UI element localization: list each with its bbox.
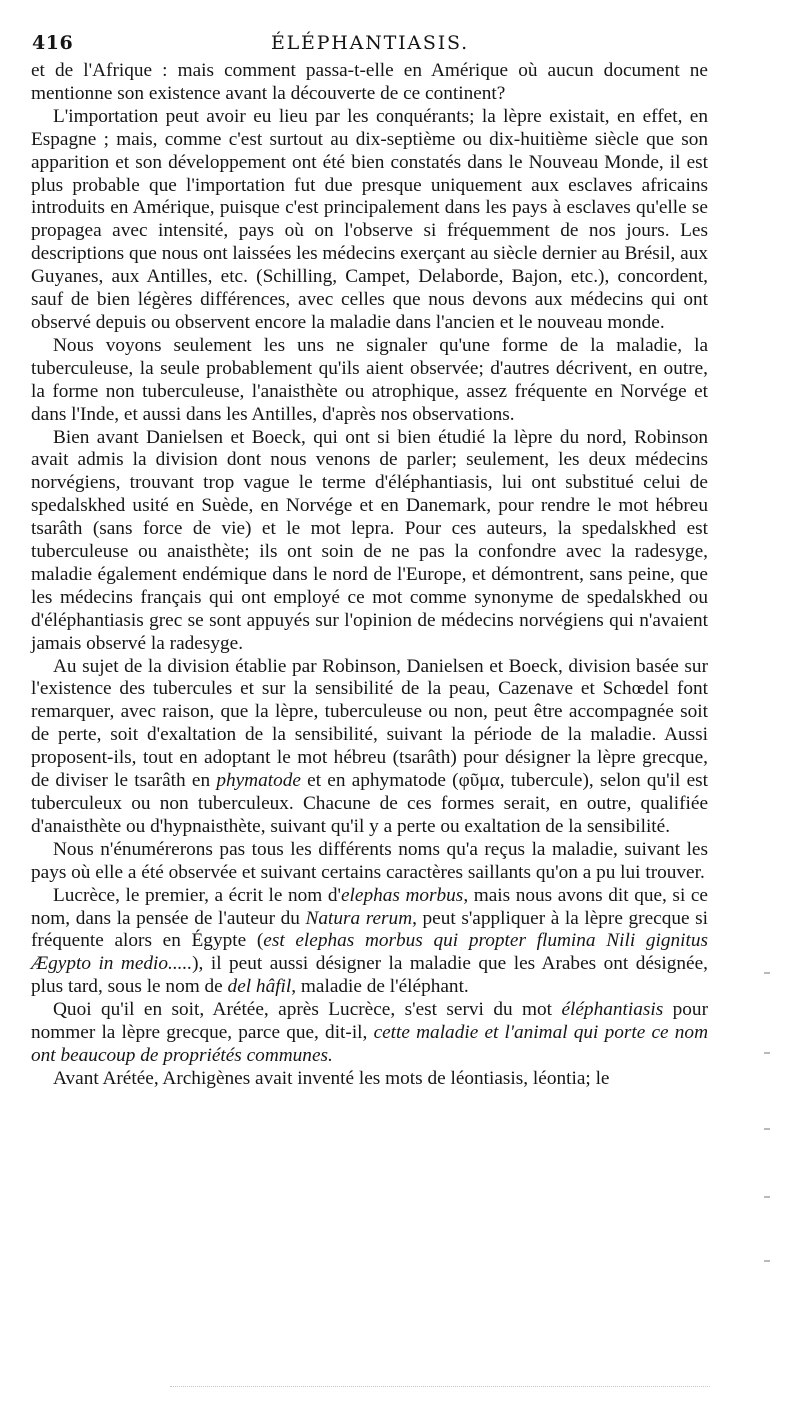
text-run: ), il peut aussi désigner la maladie que les Arabes ont désignée, plus tard, sous le nom de	[31, 953, 708, 998]
paragraph	[31, 427, 708, 656]
italic-text: éléphantiasis	[561, 999, 664, 1021]
text-run: , peut s'appliquer à la lèpre grecque si fréquente alors en Égypte (	[31, 907, 708, 952]
italic-text: Natura rerum	[305, 907, 413, 929]
body-text	[31, 60, 708, 1091]
italic-text: est elephas morbus qui propter flumina Nili gignitus Ægypto in medio.....	[31, 930, 708, 975]
text-run: pour nommer la lèpre grecque, parce que, dit-il,	[31, 999, 708, 1044]
bottom-edge-marks	[170, 1386, 710, 1389]
paragraph	[31, 839, 708, 885]
text-run: , maladie de l'éléphant.	[291, 976, 469, 998]
text-run: , mais nous avons dit que, si ce nom, dans la pensée de l'auteur du	[31, 884, 708, 929]
text-run: Nous n'énumérerons pas tous les différents noms qu'a reçus la maladie, suivant les pays où elle a été observée et suivant certains caractères saillants qu'on a pu lui trouver.	[31, 838, 708, 883]
margin-marks	[762, 960, 776, 1280]
page-header	[32, 32, 708, 56]
running-title: ÉLÉPHANTIASIS.	[270, 32, 470, 54]
page-number: 416	[32, 32, 74, 54]
text-run: Lucrèce, le premier, a écrit le nom d'	[53, 884, 341, 906]
italic-text: elephas morbus	[340, 884, 464, 906]
paragraph	[31, 999, 708, 1068]
text-run: et de l'Afrique : mais comment passa-t-elle en Amérique où aucun document ne mentionne son existence avant la découverte de ce continent?	[31, 60, 708, 104]
text-run: Bien avant Danielsen et Boeck, qui ont si bien étudié la lèpre du nord, Robinson avait admis la division dont nous venons de parler; seulement, les deux médecins norvégiens, trouvant trop vague le terme d'éléphantiasis, lui ont substitué celui de spedalskhed usité en Suède, en Norvége et en Danemark, pour rendre le mot hébreu tsarâth (sans force de vie) et le mot lepra. Pour ces auteurs, la spedalskhed est tuberculeuse ou anaisthète; ils ont soin de ne pas la confondre avec la radesyge, maladie également endémique dans le nord de l'Europe, et démontrent, sans peine, que les médecins français qui ont employé ce mot comme synonyme de spedalskhed ou d'éléphantiasis grec se sont appuyés sur l'opinion de médecins norvégiens qui n'avaient jamais observé la radesyge.	[31, 426, 708, 654]
italic-text: phymatode	[216, 770, 301, 792]
text-run: Quoi qu'il en soit, Arétée, après Lucrèce, s'est servi du mot	[53, 999, 562, 1021]
text-run: et en aphymatode (φῦμα, tubercule), selon qu'il est tuberculeux ou non tuberculeux. Chacune de ces formes serait, en outre, qualifiée d'anaisthète ou d'hypnaisthète, suivant qu'il y a perte ou exaltation de la sensibilité.	[31, 770, 708, 837]
paragraph	[31, 106, 708, 335]
text-run: Avant Arétée, Archigènes avait inventé les mots de léontiasis, léontia; le	[53, 1067, 610, 1089]
paragraph	[31, 656, 708, 839]
paragraph	[31, 60, 708, 106]
text-run: L'importation peut avoir eu lieu par les conquérants; la lèpre existait, en effet, en Espagne ; mais, comme c'est surtout au dix-septième ou dix-huitième siècle que son apparition et son développement ont été bien constatés dans le Nouveau Monde, il est plus probable que l'importation fut due presque uniquement aux esclaves africains introduits en Amérique, puisque c'est principalement dans les pays à esclaves qu'elle se propagea avec intensité, pays où on l'observe si fréquemment de nos jours. Les descriptions que nous ont laissées les médecins exerçant au siècle dernier au Brésil, aux Guyanes, aux Antilles, etc. (Schilling, Campet, Delaborde, Bajon, etc.), concordent, sauf de bien légères différences, avec celles que nous devons aux médecins qui ont observé depuis ou observent encore la maladie dans l'ancien et le nouveau monde.	[31, 105, 708, 333]
paragraph	[31, 335, 708, 427]
italic-text: del hâfil	[227, 976, 292, 998]
paragraph	[31, 885, 708, 1000]
paragraph	[31, 1068, 708, 1091]
text-run: Au sujet de la division établie par Robinson, Danielsen et Boeck, division basée sur l'existence des tubercules et sur la sensibilité de la peau, Cazenave et Schœdel font remarquer, avec raison, que la lèpre, tuberculeuse ou non, peut être accompagnée soit de perte, soit d'exaltation de la sensibilité, suivant la période de la maladie. Aussi proposent-ils, tout en adoptant le mot hébreu (tsarâth) pour désigner la lèpre grecque, de diviser le tsarâth en	[31, 655, 708, 792]
text-run: Nous voyons seulement les uns ne signaler qu'une forme de la maladie, la tuberculeuse, la seule probablement qu'ils aient observée; d'autres décrivent, en outre, la forme non tuberculeuse, l'anaisthète ou atrophique, assez fréquente en Norvége et dans l'Inde, et aussi dans les Antilles, d'après nos observations.	[31, 334, 708, 425]
italic-text: cette maladie et l'animal qui porte ce nom ont beaucoup de propriétés communes.	[31, 1022, 708, 1066]
